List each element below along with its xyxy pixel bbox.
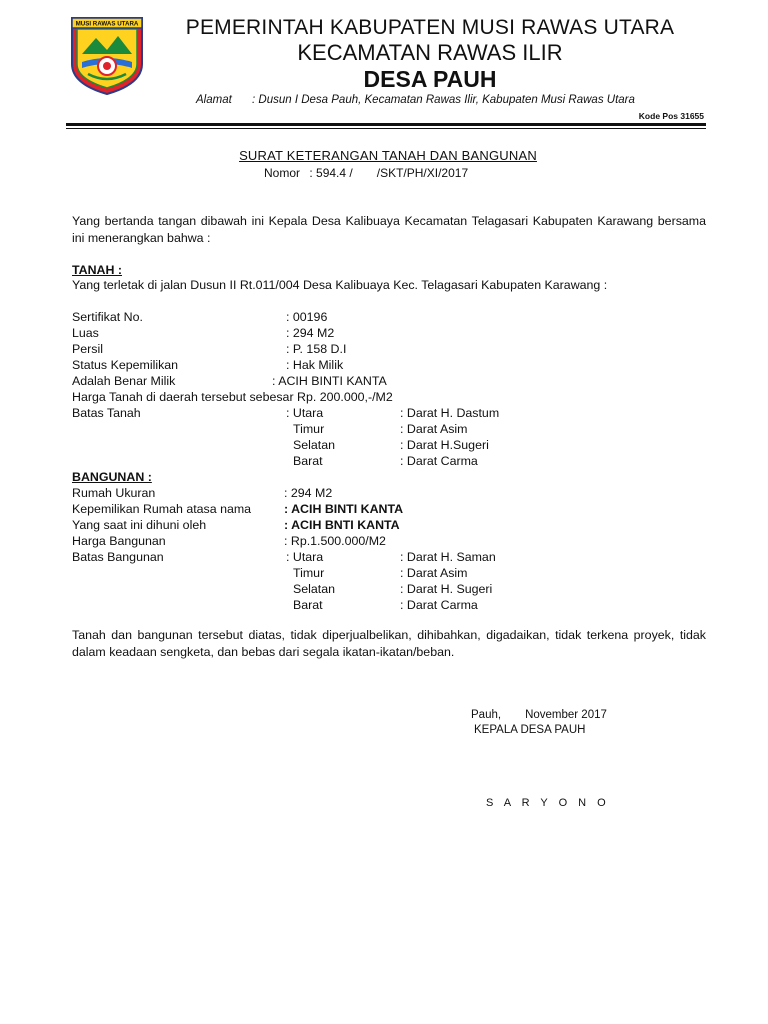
closing-paragraph: Tanah dan bangunan tersebut diatas, tidak diperjualbelikan, dihibahkan, digadaikan, tidak terkena proyek, tidak dalam keadaan sengketa, dan bebas dari segala ikatan-ikatan/beban. [72,628,706,659]
tanah-value-sertifikat: : 00196 [286,310,328,324]
bangunan-value-dihuni: : ACIH BNTI KANTA [284,518,400,532]
bangunan-label-kepemilikan: Kepemilikan Rumah atasa nama [72,502,252,516]
header-line-2: KECAMATAN RAWAS ILIR [297,40,563,65]
nomor-label: Nomor [264,166,301,180]
signature-place-date [471,707,607,723]
tanah-batas-val-timur: : Darat Asim [400,422,468,436]
tanah-batas-dir-utara: : Utara [286,406,324,420]
tanah-label-sertifikat: Sertifikat No. [72,310,143,324]
tanah-batas-val-barat: : Darat Carma [400,454,478,468]
address-value: : Dusun I Desa Pauh, Kecamatan Rawas Ilir, Kabupaten Musi Rawas Utara [252,94,635,106]
tanah-label-status: Status Kepemilikan [72,358,179,372]
header-rule-thin [66,128,706,129]
bangunan-label-harga: Harga Bangunan [72,534,166,548]
bangunan-batas-label: Batas Bangunan [72,550,164,564]
tanah-value-luas: : 294 M2 [286,326,335,340]
document-number [264,165,468,181]
bangunan-heading: BANGUNAN : [72,470,152,484]
tanah-harga: Harga Tanah di daerah tersebut sebesar Rp. 200.000,-/M2 [72,390,393,404]
tanah-value-pemilik: : ACIH BINTI KANTA [272,374,387,388]
bangunan-batas-val-barat: : Darat Carma [400,598,478,612]
bangunan-batas-dir-timur: Timur [293,566,325,580]
tanah-batas-val-utara: : Darat H. Dastum [400,406,500,420]
bangunan-batas-val-utara: : Darat H. Saman [400,550,496,564]
bangunan-batas-dir-utara: : Utara [286,550,324,564]
bangunan-value-kepemilikan: : ACIH BINTI KANTA [284,502,404,516]
tanah-heading: TANAH : [72,263,123,277]
bangunan-label-ukuran: Rumah Ukuran [72,486,156,500]
header-line-1: PEMERINTAH KABUPATEN MUSI RAWAS UTARA [185,16,675,39]
tanah-location: Yang terletak di jalan Dusun II Rt.011/004 Desa Kalibuaya Kec. Telagasari Kabupaten Karawang : [72,278,608,292]
bangunan-value-ukuran: : 294 M2 [284,486,333,500]
tanah-value-status: : Hak Milik [286,358,344,372]
tanah-batas-label: Batas Tanah [72,406,141,420]
header-rule-thick [66,123,706,126]
intro-paragraph: Yang bertanda tangan dibawah ini Kepala Desa Kalibuaya Kecamatan Telagasari Kabupaten Karawang bersama ini menerangkan bahwa : [72,214,706,245]
postal-code: Kode Pos 31655 [638,111,704,121]
bangunan-batas-val-selatan: : Darat H. Sugeri [400,582,493,596]
bangunan-value-harga: : Rp.1.500.000/M2 [284,534,386,548]
tanah-label-luas: Luas [72,326,99,340]
signature-date: November 2017 [525,709,607,721]
regency-logo [66,14,148,96]
signature-title: KEPALA DESA PAUH [474,724,586,736]
bangunan-batas-dir-barat: Barat [293,598,323,612]
logo-text: MUSI RAWAS UTARA [75,20,139,28]
tanah-batas-dir-barat: Barat [293,454,323,468]
bangunan-batas-val-timur: : Darat Asim [400,566,468,580]
bangunan-batas-dir-selatan: Selatan [293,582,336,596]
tanah-batas-dir-timur: Timur [293,422,325,436]
document-title: SURAT KETERANGAN TANAH DAN BANGUNAN [239,148,537,163]
address-label: Alamat [196,94,232,106]
header-line-3: DESA PAUH [363,66,497,92]
nomor-suffix: /SKT/PH/XI/2017 [376,166,469,180]
tanah-label-persil: Persil [72,342,103,356]
tanah-label-pemilik: Adalah Benar Milik [72,374,176,388]
tanah-batas-dir-selatan: Selatan [293,438,336,452]
address [196,94,635,106]
signature-place: Pauh, [471,709,502,721]
bangunan-label-dihuni: Yang saat ini dihuni oleh [72,518,207,532]
nomor-value: : 594.4 / [309,166,353,180]
tanah-value-persil: : P. 158 D.I [286,342,347,356]
signature-name: S A R Y O N O [486,797,610,809]
tanah-batas-val-selatan: : Darat H.Sugeri [400,438,489,452]
